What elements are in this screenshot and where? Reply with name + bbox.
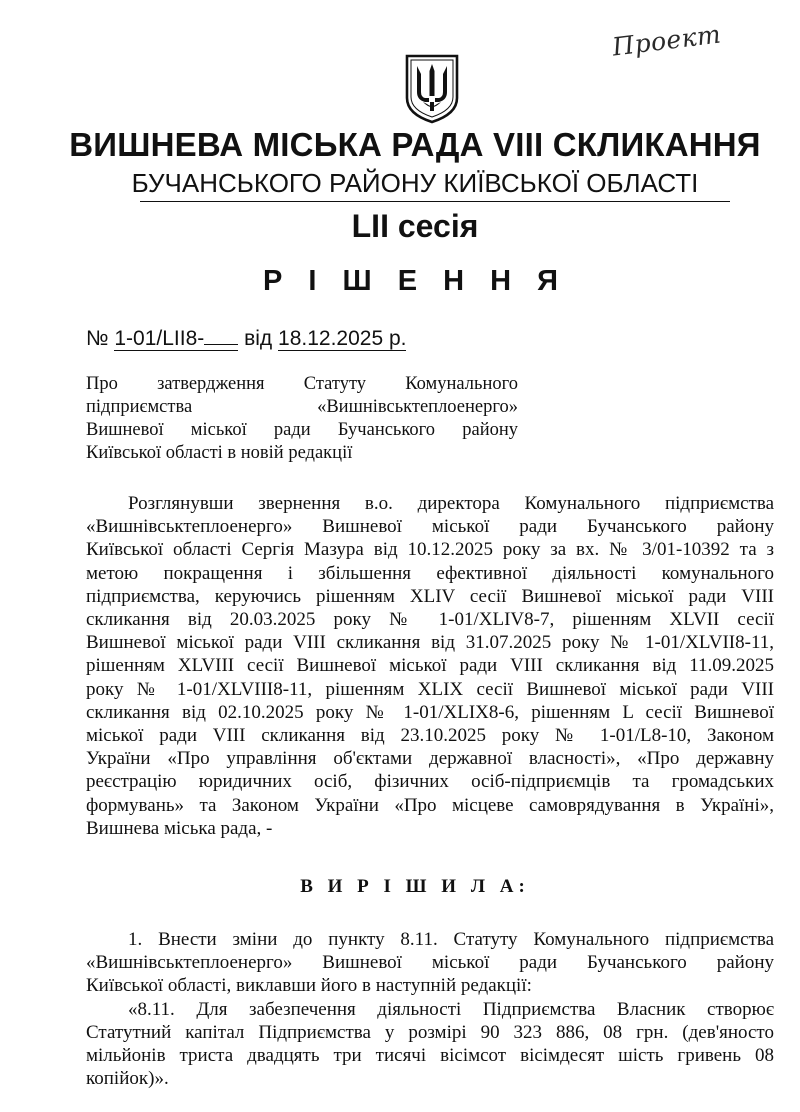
item-line: Статутний капітал Підприємства у розмірі 90 323 886, 08 грн. (дев'яносто — [86, 1021, 774, 1043]
preamble-line: рішенням XLVIII сесії Вишневої міської ради VIII скликання від 11.09.2025 — [86, 655, 774, 677]
subject-line: підприємства «Вишнівськтеплоенерго» — [86, 397, 518, 417]
subject-line: Про затвердження Статуту Комунального — [86, 374, 518, 394]
council-title: ВИШНЕВА МІСЬКА РАДА VIII СКЛИКАННЯ — [69, 126, 761, 163]
preamble-line: Вишнева міська рада, - — [86, 817, 273, 839]
number-sign: № — [86, 327, 109, 350]
item-line: Київської області, виклавши його в наступній редакції: — [86, 975, 532, 997]
preamble-line: скликання від 20.03.2025 року № 1-01/XLIV8-7, рішенням XLVII сесії — [86, 609, 774, 631]
item-1-paragraph — [86, 928, 774, 1090]
preamble-line: формувань» та Законом України «Про місцеве самоврядування в Україні», — [86, 794, 774, 816]
preamble-line: підприємства, керуючись рішенням XLIV сесії Вишневої міської ради VIII — [86, 585, 774, 607]
subject-line: Вишневої міської ради Бучанського району — [86, 420, 518, 440]
decision-number: 1-01/LII8- — [114, 327, 238, 351]
item-line: «8.11. Для забезпечення діяльності Підприємства Власник створює — [128, 998, 774, 1020]
region-subtitle — [0, 168, 800, 199]
preamble-line: метою покращення і збільшення ефективної діяльності комунального — [86, 562, 774, 584]
preamble-line: скликання від 02.10.2025 року № 1-01/XLIX8-6, рішенням L сесії Вишневої — [86, 701, 774, 723]
preamble-line: України «Про управління об'єктами державної власності», «Про державну — [86, 748, 774, 770]
item-line: 1. Внести зміни до пункту 8.11. Статуту Комунального підприємства — [128, 929, 774, 950]
preamble-line: «Вишнівськтеплоенерго» Вишневої міської ради Бучанського району — [86, 516, 774, 538]
item-line: мільйонів триста двадцять три тисячі вісімсот вісімдесят шість гривень 08 — [86, 1045, 774, 1067]
header-underline — [140, 201, 730, 202]
preamble-paragraph — [86, 492, 774, 840]
item-line: копійок)». — [86, 1068, 169, 1090]
region-subtitle-text: БУЧАНСЬКОГО РАЙОНУ КИЇВСЬКОЇ ОБЛАСТІ — [131, 168, 699, 198]
decision-date: 18.12.2025 р. — [278, 327, 407, 350]
trident-coat-of-arms-icon — [403, 52, 461, 124]
resolved-heading: В И Р І Ш И Л А: — [300, 876, 530, 897]
preamble-line: реєстрацію юридичних осіб, фізичних осіб-підприємців та громадських — [86, 771, 774, 793]
decision-number-line — [86, 326, 406, 351]
preamble-line: Київської області Сергія Мазура від 10.12.2025 року за вх. № 3/01-10392 та з — [86, 539, 774, 561]
preamble-line: Розглянувши звернення в.о. директора Комунального підприємства — [128, 493, 774, 514]
document-type-heading: Р І Ш Е Н Н Я — [263, 265, 567, 297]
preamble-line: міської ради VIII скликання від 23.10.2025 року № 1-01/L8-10, Законом — [86, 725, 774, 747]
preamble-line: Вишневої міської ради VIII скликання від 31.07.2025 року № 1-01/XLVII8-11, — [86, 632, 774, 654]
session-title: LII сесія — [351, 208, 479, 244]
subject-line: Київської області в новій редакції — [86, 443, 353, 463]
handwritten-draft-note: Проект — [610, 19, 723, 62]
decision-subject — [86, 373, 518, 465]
date-label: від — [244, 327, 273, 350]
preamble-line: року № 1-01/XLVIII8-11, рішенням XLIX сесії Вишневої міської ради VIII — [86, 678, 774, 700]
item-line: «Вишнівськтеплоенерго» Вишневої міської ради Бучанського району — [86, 952, 774, 974]
